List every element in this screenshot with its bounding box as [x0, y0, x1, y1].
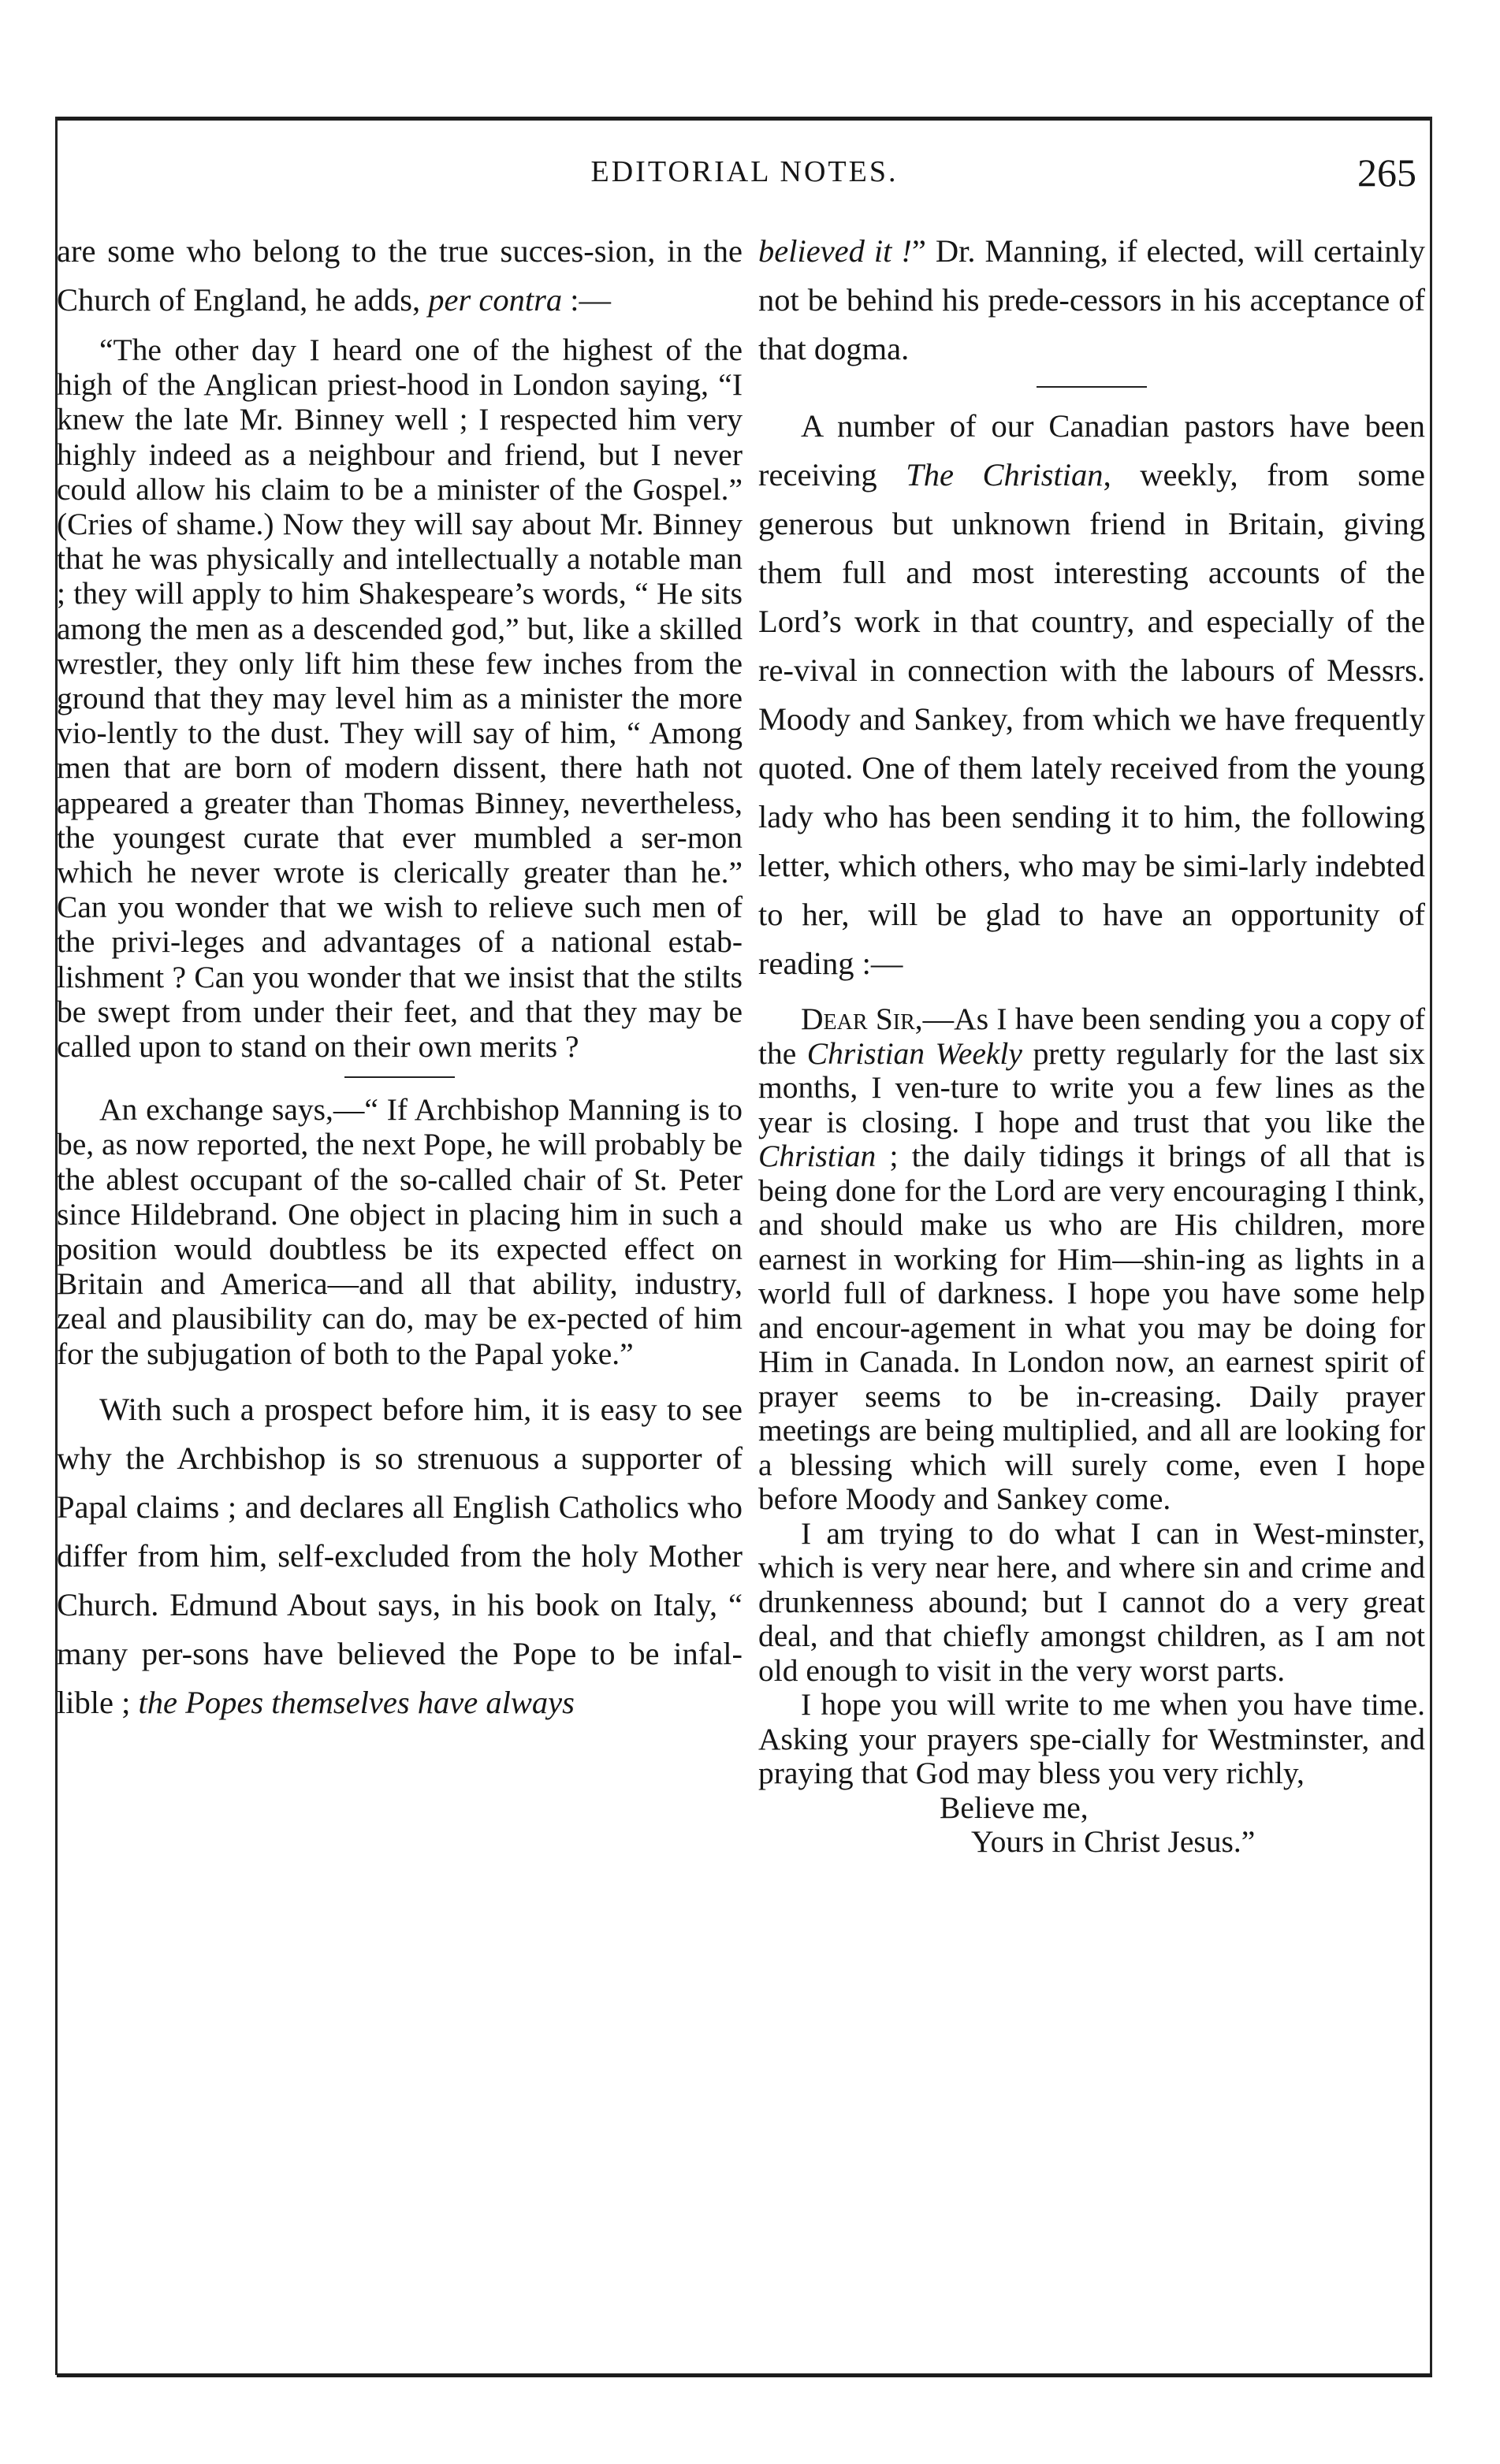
intro-end: :— — [562, 282, 612, 318]
right-border — [1430, 117, 1432, 2375]
letter-paragraph-3: I hope you will write to me when you have time. Asking your prayers spe-cially for Westminster, and praying that God may bless you very richly, — [758, 1687, 1425, 1790]
binney-quote: “The other day I heard one of the highest of the high of the Anglican priest-hood in London saying, “I knew the late Mr. Binney well ; I respected him very highly indeed as a neighbour and friend, but I never could allow his claim to be a minister of the Gospel.” (Cries of shame.) Now they will say about Mr. Binney that he was physically and intellectually a notable man ; they will apply to him Shakespeare’s words, “ He sits among the men as a descended god,” but, like a skilled wrestler, they only lift him these few inches from the ground that they may level him as a minister the more vio-lently to the dust. They will say of him, “ Among men that are born of modern dissent, there hath not appeared a greater than Thomas Binney, nevertheless, the youngest curate that ever mumbled a ser-mon which he never wrote is clerically greater than he.” Can you wonder that we wish to relieve such men of the privi-leges and advantages of a national estab-lishment ? Can you wonder that we insist that the stilts be swept from under their feet, and that they may be called upon to stand on their own merits ? — [57, 333, 743, 1065]
continuation-text: ” Dr. Manning, if elected, will certainly not be behind his prede-cessors in his acceptance of that dogma. — [758, 233, 1425, 366]
letter-paragraph-1 — [758, 1002, 1425, 1517]
letter-text: pretty regularly for the last six months, I ven-ture to write you a few lines as the year is closing. I hope and trust that you like the — [758, 1035, 1426, 1139]
letter-closing: Believe me, — [940, 1789, 1089, 1825]
canadian-text: A number of our Canadian pastors have been receiving — [758, 408, 1425, 492]
section-divider — [344, 1076, 455, 1078]
page-number: 265 — [1357, 151, 1416, 195]
right-column — [758, 227, 1425, 1860]
bottom-rule — [57, 2373, 1432, 2377]
canadian-paragraph — [758, 402, 1425, 988]
running-head: EDITORIAL NOTES. — [590, 155, 899, 188]
publication-title: The Christian — [906, 457, 1104, 492]
continuation-paragraph — [758, 227, 1425, 374]
section-divider-right — [1037, 386, 1147, 388]
intro-paragraph — [57, 227, 743, 325]
letter-italic: Christian — [758, 1139, 877, 1173]
prospect-italic: the Popes themselves have always — [138, 1684, 575, 1720]
letter-italic: Christian Weekly — [806, 1035, 1022, 1071]
top-rule — [57, 117, 1432, 121]
letter-text: —As I have been sending you a copy of the — [758, 1002, 1426, 1071]
exchange-paragraph: An exchange says,—“ If Archbishop Manning is to be, as now reported, the next Pope, he will probably be the ablest occupant of the so-called chair of St. Peter since Hildebrand. One object in placing him in such a position would doubtless be its expected effect on Britain and America—and all that ability, industry, zeal and plausibility can do, may be ex-pected of him for the subjugation of both to the Papal yoke.” — [57, 1092, 743, 1371]
letter-salutation: Dear Sir, — [801, 1002, 923, 1036]
canadian-text-end: , weekly, from some generous but unknown friend in Britain, giving them full and most interesting accounts of the Lord’s work in that country, and especially of the re-vival in connection with the labours of Messrs. Moody and Sankey, from which we have frequently quoted. One of them lately received from the young lady who has been sending it to him, the following letter, which others, who may be simi-larly indebted to her, will be glad to have an opportunity of reading :— — [758, 457, 1425, 981]
intro-italic: per contra — [428, 282, 563, 318]
continuation-italic: believed it ! — [758, 233, 912, 269]
letter-paragraph-2: I am trying to do what I can in West-minster, which is very near here, and where sin and crime and drunkenness abound; but I cannot do a very great deal, and that chiefly amongst children, as I am not old enough to visit in the very worst parts. — [758, 1515, 1425, 1688]
left-column — [57, 227, 743, 1727]
prospect-paragraph — [57, 1385, 743, 1727]
letter-text: ; the daily tidings it brings of all that is being done for the Lord are very encouraging I think, and should make us who are His children, more earnest in working for Him—shin-ing as lights in a world full of darkness. I hope you have some help and encour-agement in what you may be doing for Him in Canada. In London now, an earnest spirit of prayer seems to be in-creasing. Daily prayer meetings are being multiplied, and all are looking for a blessing which will surely come, even I hope before Moody and Sankey come. — [758, 1139, 1425, 1516]
intro-text: are some who belong to the true succes-sion, in the Church of England, he adds, — [57, 233, 743, 318]
letter-signature: Yours in Christ Jesus.” — [971, 1824, 1256, 1859]
prospect-text: With such a prospect before him, it is easy to see why the Archbishop is so strenuous a supporter of Papal claims ; and declares all English Catholics who differ from him, self-excluded from the holy Mother Church. Edmund About says, in his book on Italy, “ many per-sons have believed the Pope to be infal-lible ; — [57, 1391, 743, 1720]
page-header — [57, 151, 1432, 202]
